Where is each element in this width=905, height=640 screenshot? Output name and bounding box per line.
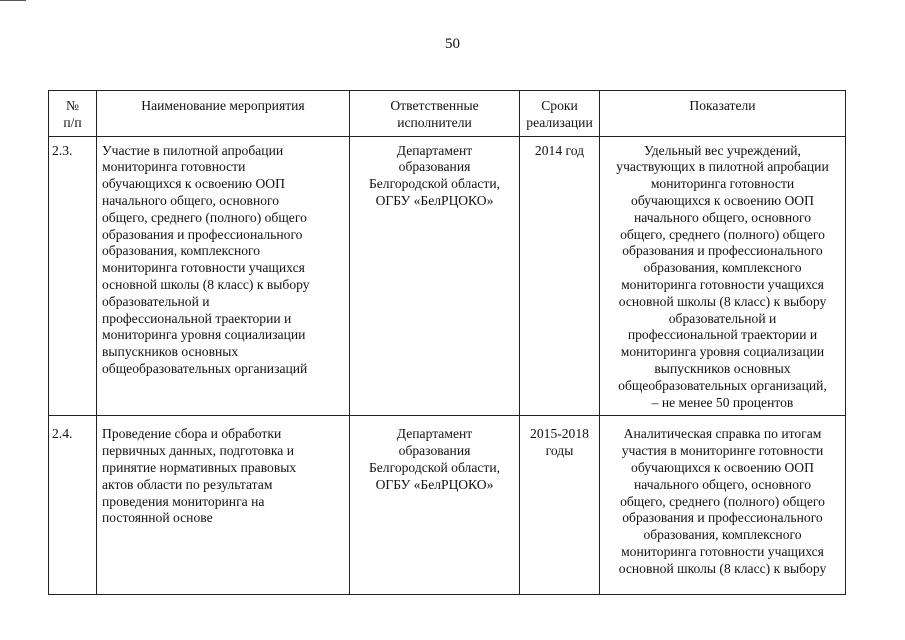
text-line: Сроки: [541, 98, 578, 113]
text-line: ОГБУ «БелРЦОКО»: [375, 476, 494, 492]
text-line: образования и профессионального: [622, 243, 823, 259]
text-line: Проведение сбора и обработки: [102, 426, 282, 442]
text-line: общего, среднего (полного) общего: [620, 226, 825, 242]
text-line: общего, среднего (полного) общего: [620, 493, 825, 509]
text-line: – не менее 50 процентов: [651, 394, 794, 410]
text-line: Участие в пилотной апробации: [102, 142, 284, 158]
text-line: мониторинга готовности учащихся: [621, 276, 824, 292]
text-line: начального общего, основного: [102, 192, 280, 208]
text-line: образования, комплексного: [643, 260, 802, 276]
text-line: общеобразовательных организаций,: [618, 377, 827, 393]
header-name: Наименование мероприятия: [97, 91, 350, 137]
text-line: мониторинга готовности: [650, 176, 795, 192]
text-line: ОГБУ «БелРЦОКО»: [375, 192, 494, 208]
text-line: годы: [545, 443, 574, 459]
text-line: №: [66, 98, 79, 113]
text-line: общего, среднего (полного) общего: [102, 209, 307, 225]
text-line: обучающихся к освоению ООП: [102, 176, 285, 192]
table-row: [49, 416, 846, 595]
text-line: п/п: [63, 114, 82, 130]
table-row: [49, 136, 846, 416]
header-period: [520, 91, 600, 137]
text-line: Белгородской области,: [368, 459, 501, 475]
top-rule: [0, 0, 26, 1]
text-line: мониторинга уровня социализации: [102, 327, 306, 343]
header-indicators: Показатели: [600, 91, 846, 137]
text-line: первичных данных, подготовка и: [102, 443, 294, 459]
text-line: постоянной основе: [102, 510, 213, 526]
text-line: профессиональной траектории и: [102, 310, 292, 326]
text-line: мониторинга готовности учащихся: [621, 543, 824, 559]
text-line: проведения мониторинга на: [102, 493, 265, 509]
text-line: начального общего, основного: [633, 476, 812, 492]
text-line: выпускников основных: [654, 360, 791, 376]
text-line: участвующих в пилотной апробации: [616, 159, 829, 175]
text-line: образования: [398, 159, 471, 175]
text-line: обучающихся к освоению ООП: [631, 459, 814, 475]
text-line: обучающихся к освоению ООП: [631, 192, 814, 208]
text-line: мониторинга уровня социализации: [620, 344, 825, 360]
row-activity-name: [97, 136, 350, 416]
text-line: Аналитическая справка по итогам: [623, 426, 822, 442]
row-num: 2.4.: [49, 416, 97, 595]
row-period: 2014 год: [520, 136, 600, 416]
text-line: 2015-2018: [530, 426, 589, 442]
text-line: актов области по результатам: [102, 476, 273, 492]
text-line: образовательной и: [668, 310, 777, 326]
text-line: Ответственные: [390, 98, 479, 113]
row-responsible: [350, 416, 520, 595]
text-line: выпускников основных: [102, 344, 239, 360]
text-line: начального общего, основного: [633, 209, 812, 225]
header-responsible: [350, 91, 520, 137]
row-num: 2.3.: [49, 136, 97, 416]
text-line: профессиональной траектории и: [627, 327, 818, 343]
text-line: Удельный вес учреждений,: [644, 142, 801, 158]
text-line: исполнители: [397, 114, 472, 130]
row-activity-name: [97, 416, 350, 595]
row-period: [520, 416, 600, 595]
text-line: мониторинга готовности: [102, 159, 246, 175]
text-line: реализации: [526, 114, 593, 130]
row-indicator: [600, 136, 846, 416]
text-line: общеобразовательных организаций: [102, 360, 308, 376]
text-line: основной школы (8 класс) к выбору: [618, 293, 827, 309]
text-line: образования: [398, 443, 471, 459]
page-number: 50: [445, 36, 460, 52]
text-line: Департамент: [396, 142, 473, 158]
header-num: [49, 91, 97, 137]
row-indicator: [600, 416, 846, 595]
text-line: образования, комплексного: [102, 243, 261, 259]
text-line: основной школы (8 класс) к выбору: [102, 276, 310, 292]
row-responsible: [350, 136, 520, 416]
text-line: принятие нормативных правовых: [102, 459, 297, 475]
text-line: образования, комплексного: [643, 527, 802, 543]
table-header-row: [49, 91, 846, 137]
text-line: Департамент: [396, 426, 473, 442]
text-line: образования и профессионального: [102, 226, 303, 242]
activities-table: [48, 90, 846, 595]
text-line: основной школы (8 класс) к выбору: [618, 560, 827, 576]
text-line: участия в мониторинге готовности: [621, 443, 824, 459]
text-line: мониторинга готовности учащихся: [102, 260, 305, 276]
text-line: образования и профессионального: [622, 510, 823, 526]
text-line: Белгородской области,: [368, 176, 501, 192]
text-line: образовательной и: [102, 293, 210, 309]
